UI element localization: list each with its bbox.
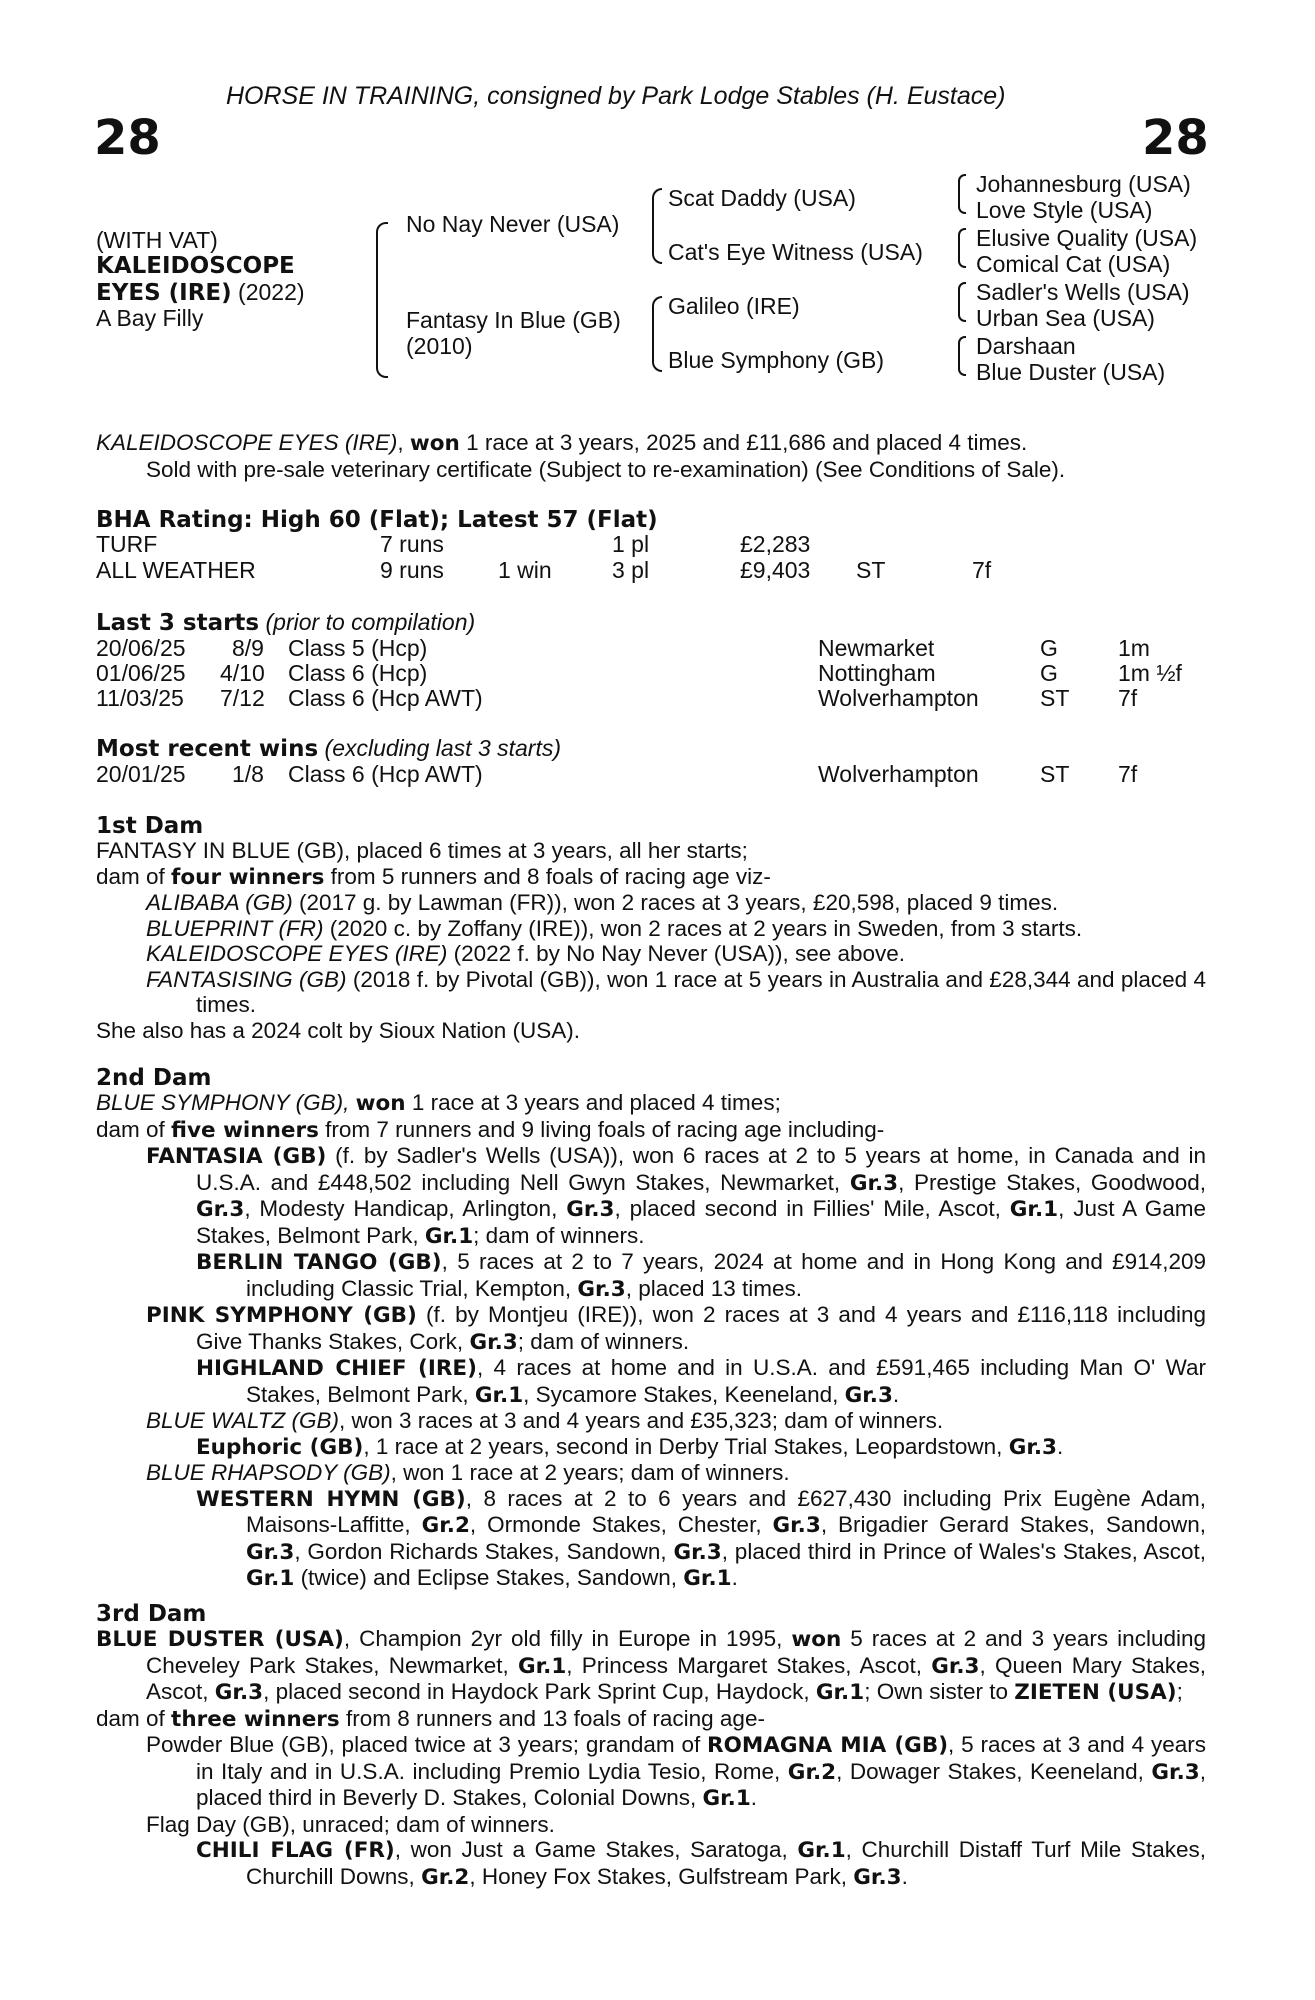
pedigree-sire-dam: Cat's Eye Witness (USA) bbox=[668, 239, 923, 265]
dam3-heading: 3rd Dam bbox=[96, 1601, 207, 1627]
dam1-line3: She also has a 2024 colt by Sioux Nation (USA). bbox=[96, 1017, 581, 1043]
last3-row3-pos: 7/12 bbox=[220, 685, 265, 711]
pedigree-brace-4b bbox=[958, 228, 966, 268]
pedigree-sire: No Nay Never (USA) bbox=[406, 211, 620, 237]
last3-heading: Last 3 starts (prior to compilation) bbox=[96, 609, 476, 636]
recent-row1-course: Wolverhampton bbox=[818, 761, 979, 787]
dam1-line1: FANTASY IN BLUE (GB), placed 6 times at 3 years, all her starts; bbox=[96, 838, 748, 863]
pedigree-sss: Johannesburg (USA) bbox=[976, 171, 1191, 197]
summary-line2: Sold with pre-sale veterinary certificate (Subject to re-examination) (See Conditions of Sale). bbox=[146, 456, 1066, 482]
recent-heading: Most recent wins (excluding last 3 starts) bbox=[96, 735, 562, 762]
dam1-progeny-4: FANTASISING (GB) (2018 f. by Pivotal (GB)), won 1 race at 5 years in Australia and £28,344 and placed 4 times. bbox=[146, 966, 1206, 1017]
dam2-line2: dam of five winners from 7 runners and 9 living foals of racing age including- bbox=[96, 1116, 885, 1143]
dam2-western-hymn: WESTERN HYMN (GB), 8 races at 2 to 6 years and £627,430 including Prix Eugène Adam, Maisons-Laffitte, Gr.2, Ormonde Stakes, Chester, Gr.3, Brigadier Gerard Stakes, Sandown, Gr.3, Gordon Richards Stakes, Sandown, Gr.3, placed third in Prince of Wales's Stakes, Ascot, Gr.1 (twice) and Eclipse Stakes, Sandown, Gr.1. bbox=[196, 1485, 1207, 1591]
horse-name-part2: EYES (IRE) bbox=[96, 280, 232, 306]
pedigree-brace-4c bbox=[958, 282, 966, 322]
dam2-line1: BLUE SYMPHONY (GB), won 1 race at 3 years and placed 4 times; bbox=[96, 1090, 781, 1116]
pedigree-sire-sire: Scat Daddy (USA) bbox=[668, 185, 856, 211]
recent-row1-going: ST bbox=[1040, 761, 1070, 787]
pedigree-dsd: Urban Sea (USA) bbox=[976, 305, 1155, 331]
last3-row1-pos: 8/9 bbox=[232, 635, 264, 661]
recent-row1-pos: 1/8 bbox=[232, 761, 264, 787]
horse-year: (2022) bbox=[238, 279, 305, 305]
lot-number-left: 28 bbox=[94, 110, 161, 166]
bha-aw-prize: £9,403 bbox=[740, 557, 811, 583]
last3-row3-going: ST bbox=[1040, 685, 1070, 711]
last3-row1-date: 20/06/25 bbox=[96, 635, 186, 661]
dam2-berlin-tango: BERLIN TANGO (GB), 5 races at 2 to 7 years, 2024 at home and in Hong Kong and £914,209 including Classic Trial, Kempton, Gr.3, placed 13 times. bbox=[196, 1249, 1206, 1302]
pedigree-brace-4d bbox=[958, 336, 966, 376]
bha-turf-prize: £2,283 bbox=[740, 531, 811, 557]
dam1-progeny-1: ALIBABA (GB) (2017 g. by Lawman (FR)), won 2 races at 3 years, £20,598, placed 9 times. bbox=[146, 890, 1059, 915]
pedigree-dam-sire: Galileo (IRE) bbox=[668, 293, 800, 319]
dam2-blue-waltz: BLUE WALTZ (GB), won 3 races at 3 and 4 years and £35,323; dam of winners. bbox=[146, 1408, 944, 1433]
recent-row1-dist: 7f bbox=[1118, 761, 1138, 787]
dam2-blue-rhapsody: BLUE RHAPSODY (GB), won 1 race at 2 years; dam of winners. bbox=[146, 1460, 790, 1485]
bha-aw-dist: 7f bbox=[972, 557, 992, 583]
last3-row3-class: Class 6 (Hcp AWT) bbox=[288, 685, 483, 711]
last3-row2-date: 01/06/25 bbox=[96, 660, 186, 686]
last3-row3-date: 11/03/25 bbox=[96, 685, 184, 711]
dam1-heading: 1st Dam bbox=[96, 813, 204, 839]
bha-aw-surface: ALL WEATHER bbox=[96, 557, 256, 583]
pedigree-brace-4a bbox=[958, 174, 966, 214]
horse-name-line2 bbox=[96, 280, 305, 306]
last3-row1-dist: 1m bbox=[1118, 635, 1150, 661]
dam3-powder-blue: Powder Blue (GB), placed twice at 3 years; grandam of ROMAGNA MIA (GB), 5 races at 3 and 4 years in Italy and in U.S.A. including Premio Lydia Tesio, Rome, Gr.2, Dowager Stakes, Keeneland, Gr.3, placed third in Beverly D. Stakes, Colonial Downs, Gr.1. bbox=[146, 1732, 1206, 1811]
dam3-chili-flag: CHILI FLAG (FR), won Just a Game Stakes, Saratoga, Gr.1, Churchill Distaff Turf Mile Stakes, Churchill Downs, Gr.2, Honey Fox Stakes, Gulfstream Park, Gr.3. bbox=[196, 1837, 1206, 1890]
dam1-line2: dam of four winners from 5 runners and 8 foals of racing age viz- bbox=[96, 863, 771, 890]
dam2-highland-chief: HIGHLAND CHIEF (IRE), 4 races at home and in U.S.A. and £591,465 including Man O' War Stakes, Belmont Park, Gr.1, Sycamore Stakes, Keeneland, Gr.3. bbox=[196, 1355, 1206, 1408]
last3-row2-pos: 4/10 bbox=[220, 660, 265, 686]
recent-row1-class: Class 6 (Hcp AWT) bbox=[288, 761, 483, 787]
dam1-block bbox=[96, 838, 1206, 1043]
summary-block bbox=[96, 430, 1206, 482]
bha-heading: BHA Rating: High 60 (Flat); Latest 57 (Flat) bbox=[96, 507, 658, 533]
bha-turf-surface: TURF bbox=[96, 531, 158, 557]
bha-turf-runs: 7 runs bbox=[380, 531, 444, 557]
last3-row2-class: Class 6 (Hcp) bbox=[288, 660, 428, 686]
bha-aw-wins: 1 win bbox=[498, 557, 552, 583]
bha-aw-placed: 3 pl bbox=[612, 557, 650, 583]
dam2-heading: 2nd Dam bbox=[96, 1065, 212, 1091]
last3-row1-class: Class 5 (Hcp) bbox=[288, 635, 428, 661]
recent-row1-date: 20/01/25 bbox=[96, 761, 186, 787]
pedigree-sdd: Comical Cat (USA) bbox=[976, 251, 1171, 277]
pedigree-ddd: Blue Duster (USA) bbox=[976, 359, 1166, 385]
bha-aw-runs: 9 runs bbox=[380, 557, 444, 583]
vat-label: (WITH VAT) bbox=[96, 227, 218, 253]
last3-row3-course: Wolverhampton bbox=[818, 685, 979, 711]
dam3-block bbox=[96, 1626, 1206, 1890]
last3-row2-course: Nottingham bbox=[818, 660, 936, 686]
last3-row2-dist: 1m ½f bbox=[1118, 660, 1182, 686]
dam2-fantasia: FANTASIA (GB) (f. by Sadler's Wells (USA)), won 6 races at 2 to 5 years at home, in Canada and in U.S.A. and £448,502 including Nell Gwyn Stakes, Newmarket, Gr.3, Prestige Stakes, Goodwood, Gr.3, Modesty Handicap, Arlington, Gr.3, placed second in Fillies' Mile, Ascot, Gr.1, Just A Game Stakes, Belmont Park, Gr.1; dam of winners. bbox=[146, 1143, 1207, 1249]
bha-aw-going: ST bbox=[856, 557, 886, 583]
dam1-progeny-3: KALEIDOSCOPE EYES (IRE) (2022 f. by No Nay Never (USA)), see above. bbox=[146, 941, 906, 966]
dam3-flag-day: Flag Day (GB), unraced; dam of winners. bbox=[146, 1811, 555, 1837]
pedigree-brace-sire bbox=[652, 188, 662, 264]
dam2-euphoric: Euphoric (GB), 1 race at 2 years, second in Derby Trial Stakes, Leopardstown, Gr.3. bbox=[196, 1433, 1064, 1460]
last3-row3-dist: 7f bbox=[1118, 685, 1138, 711]
pedigree-dam-year: (2010) bbox=[406, 333, 473, 359]
last3-row2-going: G bbox=[1040, 660, 1058, 686]
pedigree-dam: Fantasy In Blue (GB) bbox=[406, 307, 621, 333]
pedigree-dss: Sadler's Wells (USA) bbox=[976, 279, 1190, 305]
pedigree-dam-dam: Blue Symphony (GB) bbox=[668, 347, 885, 373]
dam2-pink-symphony: PINK SYMPHONY (GB) (f. by Montjeu (IRE)), won 2 races at 3 and 4 years and £116,118 including Give Thanks Stakes, Cork, Gr.3; dam of winners. bbox=[146, 1302, 1206, 1355]
last3-row1-going: G bbox=[1040, 635, 1058, 661]
horse-name-line1: KALEIDOSCOPE bbox=[96, 253, 295, 279]
lot-number-right: 28 bbox=[1142, 110, 1209, 166]
horse-description: A Bay Filly bbox=[96, 305, 204, 331]
pedigree-brace-main bbox=[376, 222, 388, 378]
dam2-block bbox=[96, 1090, 1206, 1592]
pedigree-ssd: Love Style (USA) bbox=[976, 197, 1153, 223]
dam3-line2: dam of three winners from 8 runners and 13 foals of racing age- bbox=[96, 1705, 765, 1732]
sale-header: HORSE IN TRAINING, consigned by Park Lodge Stables (H. Eustace) bbox=[226, 82, 1006, 110]
bha-turf-placed: 1 pl bbox=[612, 531, 650, 557]
pedigree-sds: Elusive Quality (USA) bbox=[976, 225, 1198, 251]
summary-line1: KALEIDOSCOPE EYES (IRE), won 1 race at 3 years, 2025 and £11,686 and placed 4 times. bbox=[96, 430, 1028, 456]
last3-row1-course: Newmarket bbox=[818, 635, 935, 661]
dam1-progeny-2: BLUEPRINT (FR) (2020 c. by Zoffany (IRE)), won 2 races at 2 years in Sweden, from 3 starts. bbox=[146, 915, 1083, 941]
pedigree-dds: Darshaan bbox=[976, 333, 1076, 359]
dam3-blue-duster: BLUE DUSTER (USA), Champion 2yr old filly in Europe in 1995, won 5 races at 2 and 3 years including Cheveley Park Stakes, Newmarket, Gr.1, Princess Margaret Stakes, Ascot, Gr.3, Queen Mary Stakes, Ascot, Gr.3, placed second in Haydock Park Sprint Cup, Haydock, Gr.1; Own sister to ZIETEN (USA); bbox=[96, 1626, 1206, 1705]
pedigree-brace-dam bbox=[652, 296, 662, 372]
